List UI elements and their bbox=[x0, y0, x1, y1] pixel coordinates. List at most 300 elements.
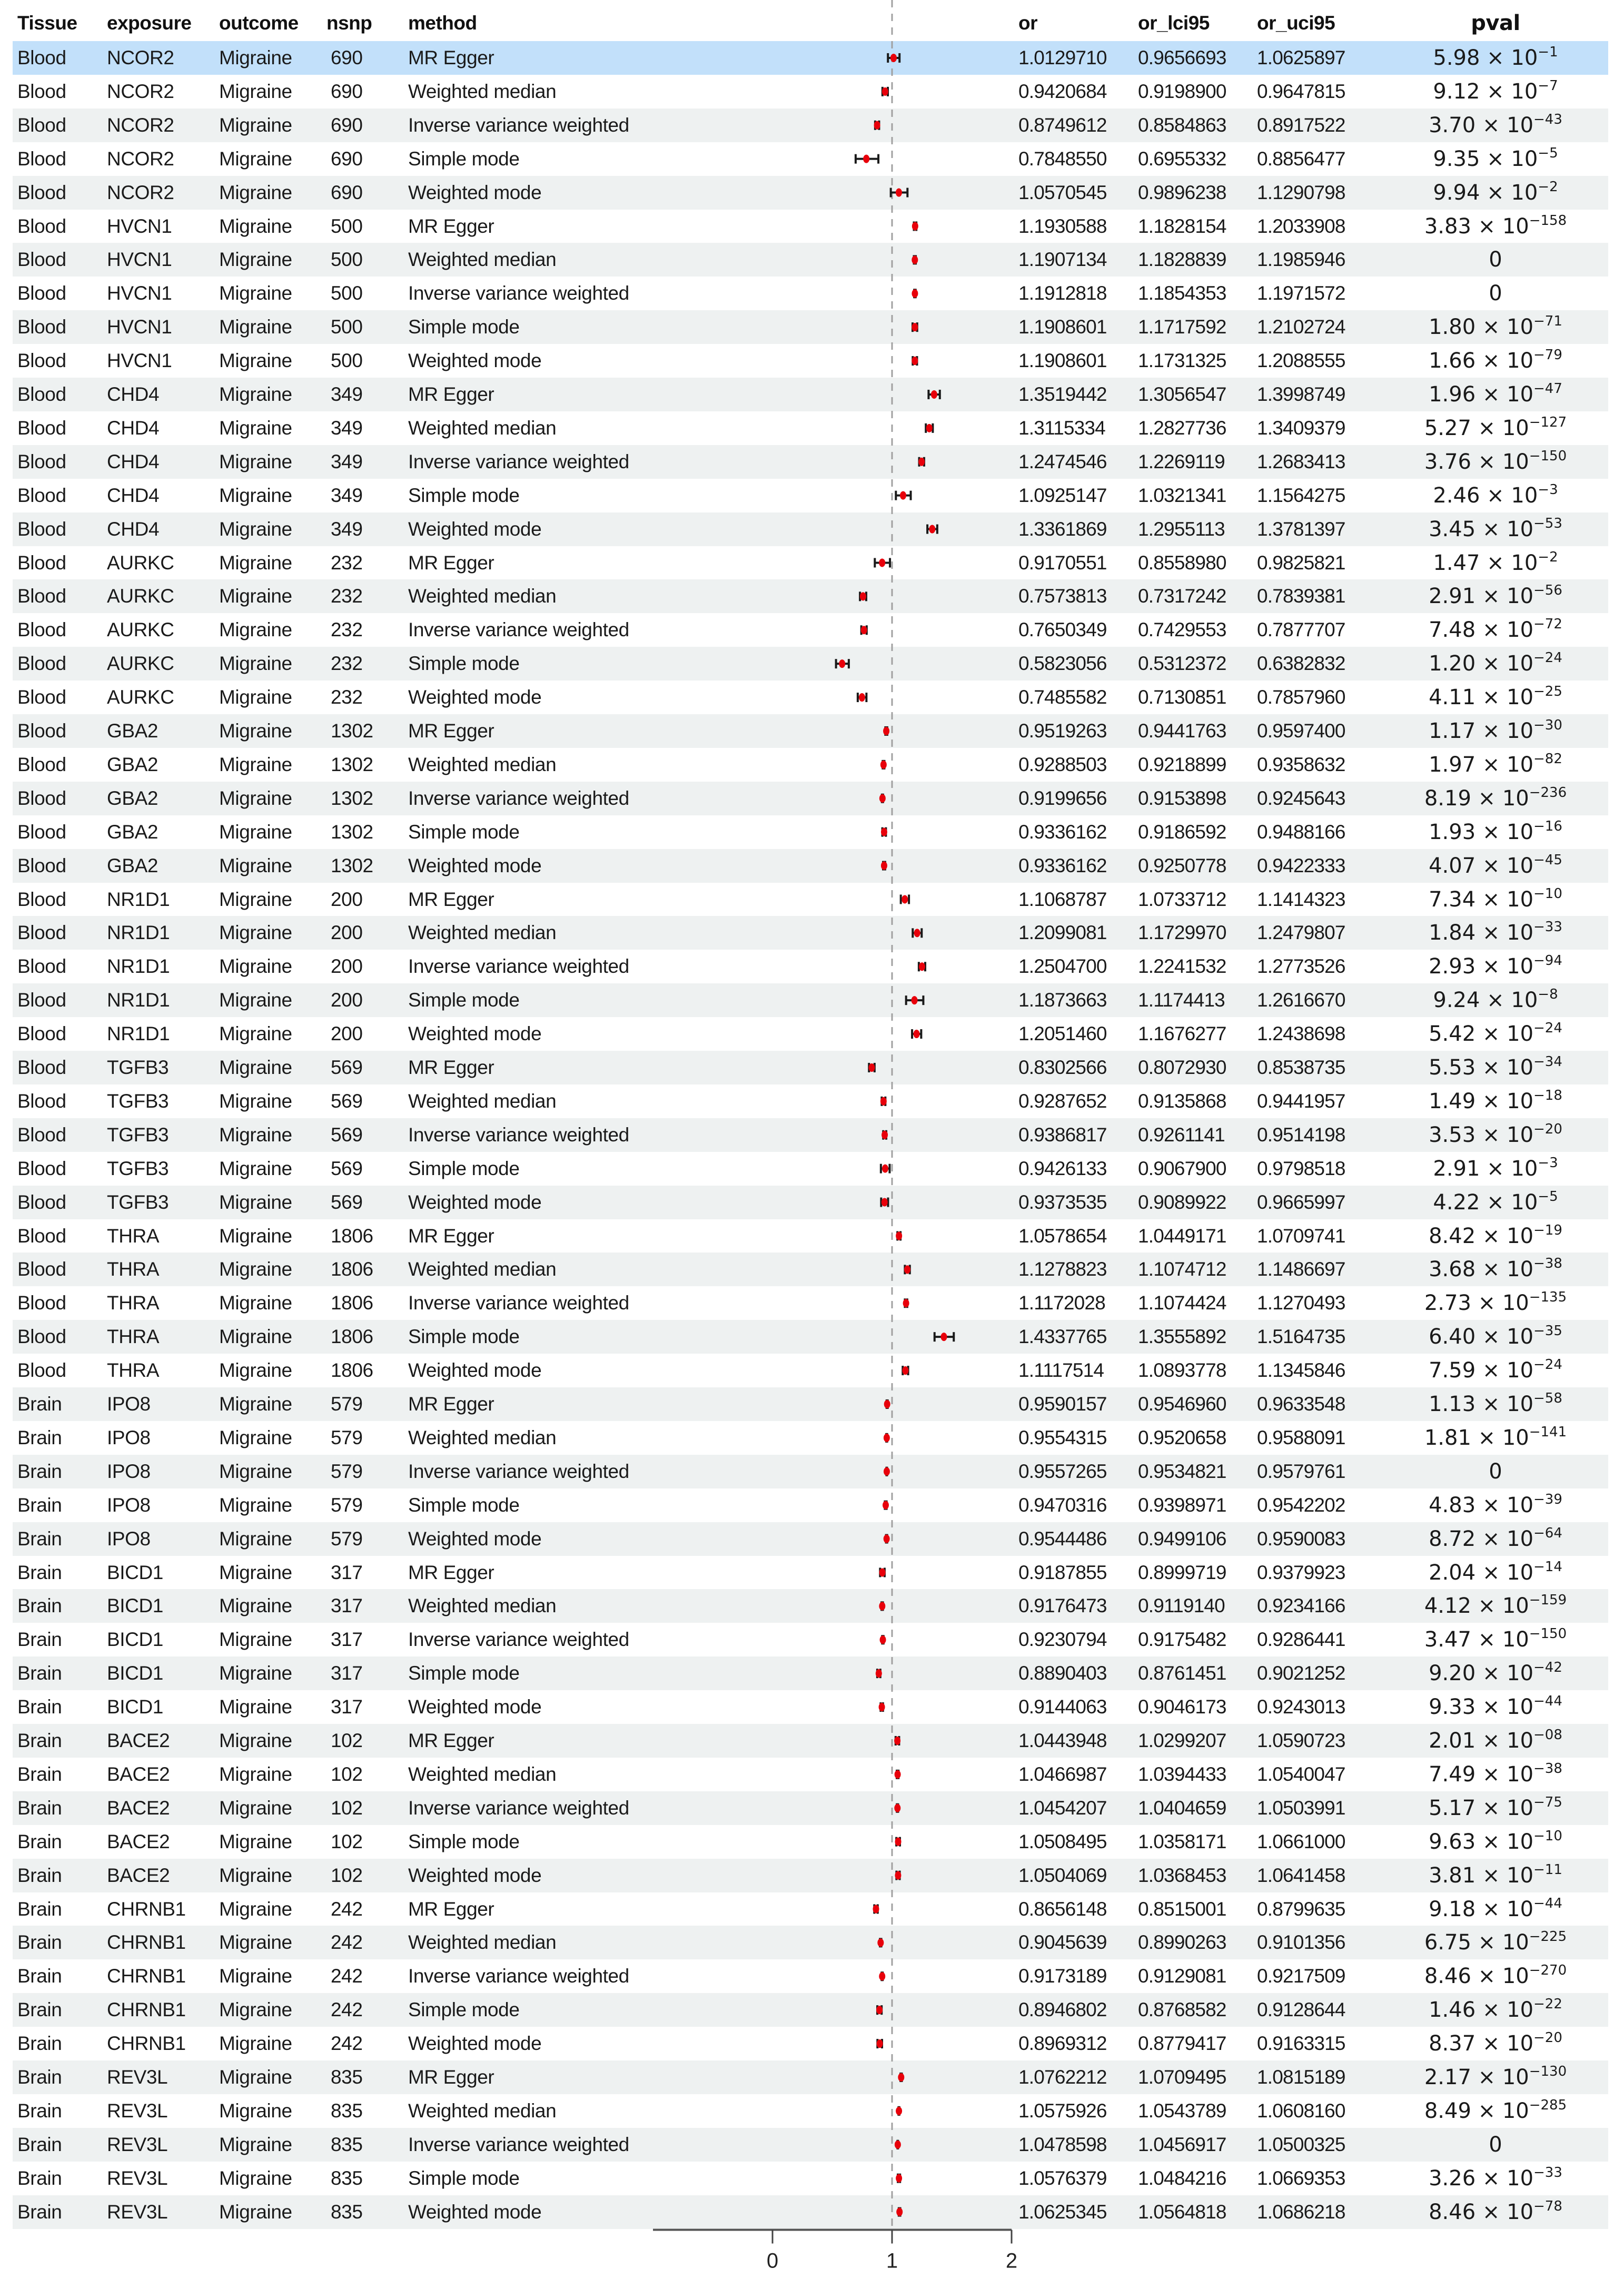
pval-exponent: −16 bbox=[1533, 818, 1562, 834]
cell-tissue: Brain bbox=[17, 1864, 62, 1886]
table-row[interactable] bbox=[13, 1118, 1608, 1152]
pval-times-ten: × 10 bbox=[1471, 1930, 1529, 1955]
table-row[interactable] bbox=[13, 2027, 1608, 2060]
pval-exponent: −19 bbox=[1533, 1222, 1562, 1238]
header-or[interactable]: or bbox=[1018, 12, 1037, 34]
table-row[interactable] bbox=[13, 782, 1608, 815]
cell-outcome: Migraine bbox=[219, 2133, 292, 2155]
pval-times-ten: × 10 bbox=[1476, 685, 1534, 710]
cell-pval bbox=[1390, 1051, 1601, 1084]
cell-method: Simple mode bbox=[408, 1662, 520, 1684]
table-row[interactable] bbox=[13, 1219, 1608, 1253]
cell-or-lci95: 0.9398971 bbox=[1138, 1494, 1226, 1516]
cell-or: 0.9173189 bbox=[1018, 1965, 1107, 1987]
table-row[interactable] bbox=[13, 1959, 1608, 1993]
cell-nsnp: 242 bbox=[331, 1931, 363, 1954]
table-row[interactable] bbox=[13, 883, 1608, 916]
cell-method: Weighted median bbox=[408, 80, 557, 102]
table-row[interactable] bbox=[13, 310, 1608, 344]
cell-outcome: Migraine bbox=[219, 720, 292, 742]
cell-outcome: Migraine bbox=[219, 1629, 292, 1651]
cell-outcome: Migraine bbox=[219, 383, 292, 405]
table-row[interactable] bbox=[13, 142, 1608, 176]
cell-or-lci95: 0.6955332 bbox=[1138, 147, 1226, 170]
cell-or: 1.0504069 bbox=[1018, 1864, 1107, 1886]
cell-or-uci95: 1.2033908 bbox=[1257, 215, 1345, 237]
cell-or-uci95: 1.0540047 bbox=[1257, 1763, 1345, 1785]
cell-nsnp: 232 bbox=[331, 585, 363, 607]
cell-or-uci95: 0.7877707 bbox=[1257, 619, 1345, 641]
cell-or-uci95: 1.0608160 bbox=[1257, 2099, 1345, 2122]
cell-method: Weighted mode bbox=[408, 1696, 542, 1718]
cell-exposure: NCOR2 bbox=[107, 114, 174, 136]
or-point bbox=[882, 1198, 888, 1207]
cell-or: 0.9045639 bbox=[1018, 1931, 1107, 1954]
table-row[interactable] bbox=[13, 277, 1608, 310]
cell-or: 0.9519263 bbox=[1018, 720, 1107, 742]
or-point bbox=[919, 962, 925, 971]
pval-times-ten: × 10 bbox=[1476, 1695, 1534, 1720]
table-row[interactable] bbox=[13, 1017, 1608, 1051]
table-row[interactable] bbox=[13, 983, 1608, 1017]
cell-outcome: Migraine bbox=[219, 821, 292, 843]
cell-tissue: Brain bbox=[17, 1696, 62, 1718]
x-tick-label: 1 bbox=[886, 2249, 898, 2273]
table-row[interactable] bbox=[13, 1152, 1608, 1186]
cell-outcome: Migraine bbox=[219, 450, 292, 472]
cell-or-lci95: 0.7130851 bbox=[1138, 686, 1226, 708]
table-row[interactable] bbox=[13, 1892, 1608, 1926]
pval-exponent: −71 bbox=[1533, 313, 1562, 330]
table-row[interactable] bbox=[13, 1825, 1608, 1859]
table-row[interactable] bbox=[13, 176, 1608, 210]
pval-times-ten: × 10 bbox=[1476, 1661, 1534, 1686]
cell-tissue: Brain bbox=[17, 1494, 62, 1516]
cell-or-lci95: 1.0368453 bbox=[1138, 1864, 1226, 1886]
cell-exposure: IPO8 bbox=[107, 1494, 151, 1516]
header-pval[interactable]: pval bbox=[1471, 11, 1520, 35]
cell-method: Weighted median bbox=[408, 249, 557, 271]
table-row[interactable] bbox=[13, 1455, 1608, 1488]
cell-or: 0.9426133 bbox=[1018, 1157, 1107, 1179]
pval-exponent: −82 bbox=[1533, 751, 1562, 767]
table-row[interactable] bbox=[13, 109, 1608, 142]
cell-tissue: Blood bbox=[17, 888, 66, 910]
cell-outcome: Migraine bbox=[219, 1696, 292, 1718]
pval-times-ten: × 10 bbox=[1476, 887, 1534, 912]
pval-times-ten: × 10 bbox=[1476, 382, 1534, 407]
table-row[interactable] bbox=[13, 41, 1608, 75]
cell-method: Simple mode bbox=[408, 1830, 520, 1852]
cell-tissue: Blood bbox=[17, 47, 66, 68]
cell-tissue: Blood bbox=[17, 1225, 66, 1247]
cell-or: 1.1908601 bbox=[1018, 350, 1107, 372]
or-point bbox=[940, 1333, 947, 1341]
pval-mantissa: 2.17 bbox=[1424, 2065, 1471, 2089]
pval-exponent: −78 bbox=[1533, 2198, 1562, 2214]
cell-nsnp: 232 bbox=[331, 551, 363, 574]
cell-outcome: Migraine bbox=[219, 316, 292, 338]
cell-outcome: Migraine bbox=[219, 350, 292, 372]
cell-or-lci95: 1.1174413 bbox=[1138, 989, 1225, 1011]
table-row[interactable] bbox=[13, 479, 1608, 512]
cell-exposure: GBA2 bbox=[107, 821, 159, 843]
table-row[interactable] bbox=[13, 2162, 1608, 2195]
cell-or-lci95: 1.0321341 bbox=[1138, 484, 1226, 506]
cell-tissue: Brain bbox=[17, 2033, 62, 2055]
cell-or: 0.9590157 bbox=[1018, 1393, 1107, 1415]
cell-method: MR Egger bbox=[408, 1057, 494, 1078]
cell-nsnp: 500 bbox=[331, 282, 363, 304]
cell-pval bbox=[1390, 782, 1601, 815]
cell-or-uci95: 0.9590083 bbox=[1257, 1527, 1345, 1550]
cell-outcome: Migraine bbox=[219, 1123, 292, 1146]
cell-or-lci95: 1.2827736 bbox=[1138, 417, 1226, 439]
pval-mantissa: 1.20 bbox=[1429, 652, 1476, 676]
header-outcome[interactable]: outcome bbox=[219, 12, 299, 34]
cell-exposure: BICD1 bbox=[107, 1595, 163, 1617]
cell-outcome: Migraine bbox=[219, 1527, 292, 1550]
table-row[interactable] bbox=[13, 681, 1608, 714]
table-row[interactable] bbox=[13, 1387, 1608, 1421]
cell-or-lci95: 0.9153898 bbox=[1138, 787, 1226, 809]
cell-exposure: THRA bbox=[107, 1292, 160, 1314]
pval-exponent: −141 bbox=[1529, 1424, 1567, 1440]
table-row[interactable] bbox=[13, 1690, 1608, 1724]
cell-exposure: GBA2 bbox=[107, 753, 159, 775]
cell-tissue: Blood bbox=[17, 1057, 66, 1078]
cell-or-lci95: 1.0484216 bbox=[1138, 2167, 1226, 2189]
pval-exponent: −159 bbox=[1529, 1592, 1567, 1609]
cell-or-uci95: 0.9234166 bbox=[1257, 1595, 1345, 1617]
cell-nsnp: 200 bbox=[331, 1023, 363, 1045]
table-row[interactable] bbox=[13, 1656, 1608, 1690]
table-row[interactable] bbox=[13, 1051, 1608, 1084]
cell-exposure: BACE2 bbox=[107, 1864, 170, 1886]
cell-or-lci95: 0.9534821 bbox=[1138, 1460, 1226, 1482]
cell-or: 0.8969312 bbox=[1018, 2033, 1107, 2055]
table-row[interactable] bbox=[13, 378, 1608, 411]
cell-or-uci95: 1.0641458 bbox=[1257, 1864, 1345, 1886]
cell-or: 1.2051460 bbox=[1018, 1023, 1107, 1045]
cell-outcome: Migraine bbox=[219, 989, 292, 1011]
pval-exponent: −56 bbox=[1533, 583, 1562, 599]
table-row[interactable] bbox=[13, 344, 1608, 378]
pval-times-ten: × 10 bbox=[1476, 1122, 1534, 1147]
table-row[interactable] bbox=[13, 647, 1608, 681]
table-row[interactable] bbox=[13, 1993, 1608, 2027]
pval-mantissa: 2.73 bbox=[1424, 1291, 1471, 1316]
header-exposure[interactable]: exposure bbox=[107, 12, 192, 34]
cell-nsnp: 1806 bbox=[331, 1292, 373, 1314]
table-row[interactable] bbox=[13, 445, 1608, 479]
cell-method: Weighted mode bbox=[408, 1864, 542, 1886]
cell-nsnp: 569 bbox=[331, 1123, 363, 1146]
table-row[interactable] bbox=[13, 2060, 1608, 2094]
pval-exponent: −58 bbox=[1533, 1391, 1562, 1406]
pval-times-ten: × 10 bbox=[1471, 1291, 1529, 1316]
pval-mantissa: 6.75 bbox=[1424, 1930, 1471, 1955]
cell-method: MR Egger bbox=[408, 1225, 494, 1247]
cell-pval bbox=[1390, 1993, 1601, 2027]
pval-times-ten: × 10 bbox=[1480, 1190, 1538, 1215]
cell-outcome: Migraine bbox=[219, 1797, 292, 1819]
or-point bbox=[883, 1501, 889, 1510]
cell-outcome: Migraine bbox=[219, 1225, 292, 1247]
cell-or: 1.1117514 bbox=[1018, 1359, 1104, 1382]
cell-exposure: THRA bbox=[107, 1359, 160, 1382]
pval-exponent: −43 bbox=[1533, 111, 1562, 127]
cell-nsnp: 690 bbox=[331, 47, 363, 68]
cell-nsnp: 102 bbox=[331, 1797, 363, 1819]
cell-exposure: AURKC bbox=[107, 653, 174, 675]
pval-mantissa: 0 bbox=[1489, 2132, 1502, 2157]
cell-or-lci95: 1.0893778 bbox=[1138, 1359, 1226, 1382]
pval-mantissa: 8.42 bbox=[1429, 1224, 1476, 1248]
cell-tissue: Blood bbox=[17, 383, 66, 405]
cell-or-lci95: 1.1074712 bbox=[1138, 1258, 1226, 1280]
cell-tissue: Blood bbox=[17, 1326, 66, 1348]
table-row[interactable] bbox=[13, 546, 1608, 580]
cell-exposure: BACE2 bbox=[107, 1797, 170, 1819]
pval-mantissa: 3.76 bbox=[1424, 449, 1471, 474]
cell-pval bbox=[1390, 445, 1601, 479]
cell-pval bbox=[1390, 647, 1601, 681]
cell-tissue: Blood bbox=[17, 518, 66, 540]
table-row[interactable] bbox=[13, 1421, 1608, 1455]
header-nsnp[interactable]: nsnp bbox=[326, 12, 372, 34]
cell-or-lci95: 0.8072930 bbox=[1138, 1057, 1226, 1078]
table-row[interactable] bbox=[13, 1186, 1608, 1219]
table-row[interactable] bbox=[13, 579, 1608, 613]
cell-or-uci95: 1.3998749 bbox=[1257, 383, 1345, 405]
cell-or: 1.3115334 bbox=[1018, 417, 1105, 439]
cell-tissue: Brain bbox=[17, 2066, 62, 2088]
table-row[interactable] bbox=[13, 748, 1608, 782]
cell-nsnp: 349 bbox=[331, 383, 363, 405]
table-row[interactable] bbox=[13, 1724, 1608, 1758]
cell-pval bbox=[1390, 1017, 1601, 1051]
table-row[interactable] bbox=[13, 1791, 1608, 1825]
cell-method: Weighted mode bbox=[408, 350, 542, 372]
table-row[interactable] bbox=[13, 210, 1608, 243]
cell-exposure: IPO8 bbox=[107, 1426, 151, 1448]
cell-or-lci95: 0.9119140 bbox=[1138, 1595, 1225, 1617]
pval-exponent: −75 bbox=[1533, 1794, 1562, 1810]
cell-or-lci95: 0.9261141 bbox=[1138, 1123, 1225, 1146]
cell-tissue: Blood bbox=[17, 316, 66, 338]
cell-method: Simple mode bbox=[408, 147, 520, 170]
or-point bbox=[894, 1804, 900, 1812]
pval-exponent: −38 bbox=[1533, 1256, 1562, 1272]
cell-or-lci95: 0.8558980 bbox=[1138, 551, 1226, 574]
cell-or: 1.0925147 bbox=[1018, 484, 1107, 506]
pval-times-ten: × 10 bbox=[1476, 1358, 1534, 1383]
pval-mantissa: 3.53 bbox=[1429, 1122, 1476, 1147]
cell-nsnp: 1302 bbox=[331, 787, 373, 809]
cell-outcome: Migraine bbox=[219, 1763, 292, 1785]
cell-or: 0.9288503 bbox=[1018, 753, 1107, 775]
table-row[interactable] bbox=[13, 2195, 1608, 2229]
cell-outcome: Migraine bbox=[219, 787, 292, 809]
cell-exposure: BACE2 bbox=[107, 1763, 170, 1785]
cell-tissue: Blood bbox=[17, 80, 66, 102]
cell-tissue: Blood bbox=[17, 249, 66, 271]
cell-nsnp: 835 bbox=[331, 2133, 363, 2155]
cell-method: Inverse variance weighted bbox=[408, 1797, 629, 1819]
table-row[interactable] bbox=[13, 916, 1608, 950]
table-row[interactable] bbox=[13, 714, 1608, 748]
cell-tissue: Blood bbox=[17, 450, 66, 472]
pval-mantissa: 1.13 bbox=[1429, 1392, 1476, 1416]
table-row[interactable] bbox=[13, 1926, 1608, 1959]
cell-or-uci95: 1.1971572 bbox=[1257, 282, 1345, 304]
table-row[interactable] bbox=[13, 1084, 1608, 1118]
cell-or-uci95: 1.1270493 bbox=[1257, 1292, 1345, 1314]
table-row[interactable] bbox=[13, 1286, 1608, 1320]
or-point bbox=[884, 1434, 890, 1442]
cell-exposure: CHD4 bbox=[107, 450, 160, 472]
cell-method: Simple mode bbox=[408, 1494, 520, 1516]
cell-or: 0.8946802 bbox=[1018, 1999, 1107, 2021]
cell-tissue: Brain bbox=[17, 2099, 62, 2122]
pval-mantissa: 1.93 bbox=[1429, 820, 1476, 844]
cell-nsnp: 835 bbox=[331, 2167, 363, 2189]
cell-or-lci95: 1.1717592 bbox=[1138, 316, 1226, 338]
cell-pval bbox=[1390, 2162, 1601, 2195]
cell-pval bbox=[1390, 1959, 1601, 1993]
pval-times-ten: × 10 bbox=[1476, 1392, 1534, 1416]
table-row[interactable] bbox=[13, 613, 1608, 647]
table-row[interactable] bbox=[13, 1859, 1608, 1892]
cell-exposure: CHD4 bbox=[107, 484, 160, 506]
header-tissue[interactable]: Tissue bbox=[17, 12, 77, 34]
cell-outcome: Migraine bbox=[219, 888, 292, 910]
pval-times-ten: × 10 bbox=[1476, 1729, 1534, 1753]
table-row[interactable] bbox=[13, 1320, 1608, 1354]
cell-exposure: AURKC bbox=[107, 585, 174, 607]
cell-pval bbox=[1390, 1892, 1601, 1926]
or-point bbox=[884, 1400, 890, 1408]
table-row[interactable] bbox=[13, 849, 1608, 883]
cell-exposure: BICD1 bbox=[107, 1629, 163, 1651]
cell-nsnp: 349 bbox=[331, 417, 363, 439]
cell-exposure: CHD4 bbox=[107, 417, 160, 439]
table-row[interactable] bbox=[13, 1758, 1608, 1791]
pval-mantissa: 7.59 bbox=[1429, 1358, 1476, 1383]
cell-outcome: Migraine bbox=[219, 1898, 292, 1920]
table-row[interactable] bbox=[13, 815, 1608, 849]
cell-method: Inverse variance weighted bbox=[408, 282, 629, 304]
cell-pval bbox=[1390, 411, 1601, 445]
pval-times-ten: × 10 bbox=[1476, 853, 1534, 878]
cell-outcome: Migraine bbox=[219, 1864, 292, 1886]
pval-mantissa: 5.27 bbox=[1424, 416, 1471, 440]
cell-method: Weighted median bbox=[408, 1426, 557, 1448]
cell-or-uci95: 0.7857960 bbox=[1257, 686, 1345, 708]
pval-exponent: −42 bbox=[1533, 1660, 1562, 1676]
cell-or-uci95: 0.9379923 bbox=[1257, 1561, 1345, 1583]
pval-mantissa: 8.72 bbox=[1429, 1526, 1476, 1551]
cell-exposure: IPO8 bbox=[107, 1460, 151, 1482]
pval-mantissa: 9.33 bbox=[1429, 1695, 1476, 1720]
table-row[interactable] bbox=[13, 1623, 1608, 1656]
cell-or: 0.9287652 bbox=[1018, 1090, 1107, 1112]
table-row[interactable] bbox=[13, 2128, 1608, 2162]
header-or-lci95[interactable]: or_lci95 bbox=[1138, 12, 1210, 34]
cell-or-uci95: 0.9633548 bbox=[1257, 1393, 1345, 1415]
cell-method: Weighted mode bbox=[408, 2201, 542, 2223]
table-row[interactable] bbox=[13, 1253, 1608, 1286]
cell-exposure: BACE2 bbox=[107, 1830, 170, 1852]
pval-times-ten: × 10 bbox=[1476, 315, 1534, 340]
pval-mantissa: 4.12 bbox=[1424, 1594, 1471, 1619]
cell-or-uci95: 1.0625897 bbox=[1257, 47, 1345, 68]
table-row[interactable] bbox=[13, 75, 1608, 109]
cell-or: 1.1873663 bbox=[1018, 989, 1107, 1011]
table-row[interactable] bbox=[13, 243, 1608, 277]
table-row[interactable] bbox=[13, 1488, 1608, 1522]
cell-nsnp: 242 bbox=[331, 1965, 363, 1987]
cell-outcome: Migraine bbox=[219, 1999, 292, 2021]
cell-nsnp: 317 bbox=[331, 1595, 363, 1617]
cell-method: Weighted mode bbox=[408, 1359, 542, 1382]
or-point bbox=[884, 1467, 890, 1476]
cell-or-uci95: 1.2479807 bbox=[1257, 922, 1345, 944]
cell-exposure: NCOR2 bbox=[107, 147, 174, 170]
pval-times-ten: × 10 bbox=[1480, 180, 1538, 205]
table-row[interactable] bbox=[13, 1354, 1608, 1387]
cell-outcome: Migraine bbox=[219, 1830, 292, 1852]
pval-times-ten: × 10 bbox=[1476, 2200, 1534, 2224]
pval-mantissa: 1.84 bbox=[1429, 921, 1476, 945]
header-method[interactable]: method bbox=[408, 12, 477, 34]
table-row[interactable] bbox=[13, 2094, 1608, 2128]
cell-method: Simple mode bbox=[408, 2167, 520, 2189]
or-point bbox=[890, 54, 897, 62]
cell-or-lci95: 0.8779417 bbox=[1138, 2033, 1226, 2055]
table-row[interactable] bbox=[13, 1589, 1608, 1623]
or-point bbox=[876, 1669, 882, 1678]
cell-or: 0.8749612 bbox=[1018, 114, 1107, 136]
or-point bbox=[926, 424, 933, 432]
or-point bbox=[879, 1568, 886, 1576]
cell-pval bbox=[1390, 1656, 1601, 1690]
table-row[interactable] bbox=[13, 950, 1608, 983]
pval-exponent: −30 bbox=[1533, 717, 1562, 733]
table-row[interactable] bbox=[13, 411, 1608, 445]
cell-or: 1.0576379 bbox=[1018, 2167, 1107, 2189]
cell-or: 0.9386817 bbox=[1018, 1123, 1107, 1146]
cell-method: Inverse variance weighted bbox=[408, 1460, 629, 1482]
cell-or-uci95: 1.1345846 bbox=[1257, 1359, 1345, 1382]
pval-mantissa: 2.93 bbox=[1429, 954, 1476, 979]
or-point bbox=[874, 121, 880, 130]
cell-tissue: Blood bbox=[17, 753, 66, 775]
cell-exposure: NR1D1 bbox=[107, 888, 170, 910]
cell-or-lci95: 0.5312372 bbox=[1138, 653, 1226, 675]
or-point bbox=[882, 87, 888, 96]
cell-method: Inverse variance weighted bbox=[408, 1965, 629, 1987]
table-row[interactable] bbox=[13, 512, 1608, 546]
cell-or: 0.9187855 bbox=[1018, 1561, 1107, 1583]
cell-tissue: Blood bbox=[17, 114, 66, 136]
table-row[interactable] bbox=[13, 1556, 1608, 1590]
cell-tissue: Brain bbox=[17, 2133, 62, 2155]
table-row[interactable] bbox=[13, 1522, 1608, 1556]
cell-exposure: HVCN1 bbox=[107, 249, 172, 271]
header-or-uci95[interactable]: or_uci95 bbox=[1257, 12, 1335, 34]
